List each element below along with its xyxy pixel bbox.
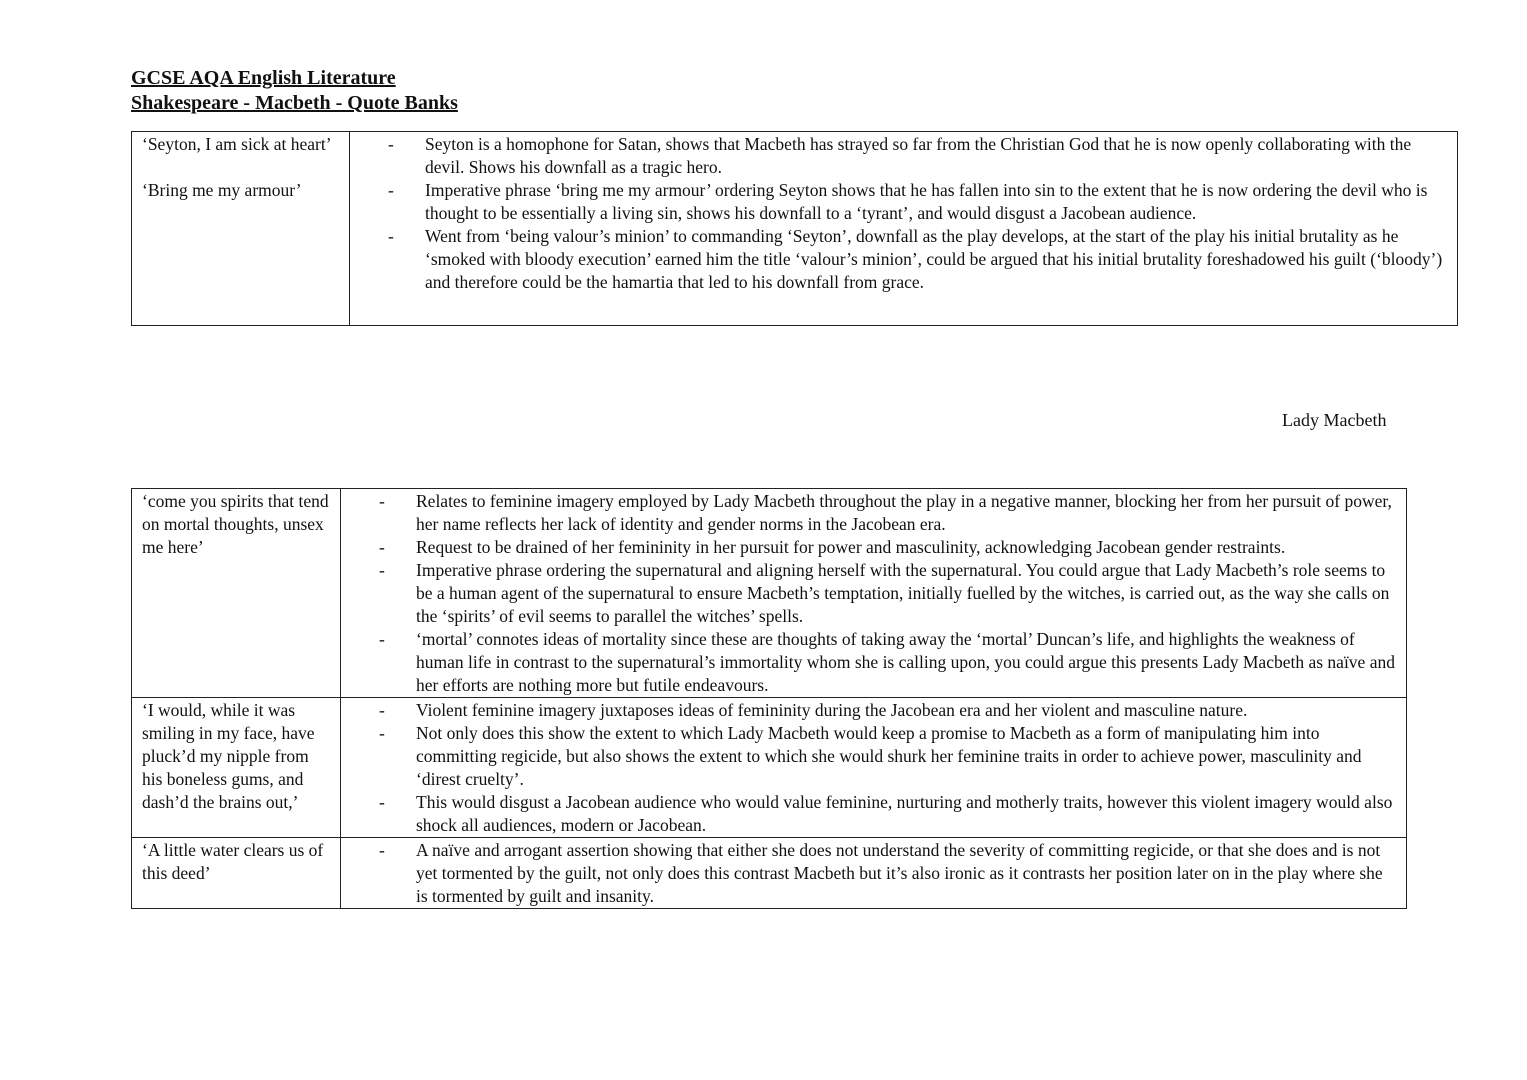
analysis-text: Not only does this show the extent to which Lady Macbeth would keep a promise to Macbeth as a form of manipulating him into committing regicide, but also shows the extent to which she would shurk her feminine traits in order to achieve power, masculinity and ‘direst cruelty’.: [416, 723, 1362, 789]
heading-line-1: GCSE AQA English Literature: [131, 67, 396, 89]
analysis-cell: [341, 489, 1407, 698]
document-heading: [131, 66, 458, 116]
quote-text: ‘A little water clears us of this deed’: [142, 840, 324, 883]
analysis-text: Request to be drained of her femininity in her pursuit for power and masculinity, acknowledging Jacobean gender restraints.: [416, 537, 1286, 557]
analysis-list: [379, 699, 1398, 837]
bullet-dash: -: [388, 180, 394, 200]
bullet-dash: -: [379, 560, 385, 580]
analysis-cell: [350, 132, 1458, 326]
table-row: [132, 698, 1407, 838]
bullet-dash: -: [379, 792, 385, 812]
analysis-text: Imperative phrase ‘bring me my armour’ ordering Seyton shows that he has fallen into sin to the extent that he is now ordering the devil who is thought to be essentially a living sin, shows his downfall to a ‘tyrant’, and would disgust a Jacobean audience.: [425, 180, 1428, 223]
quote-cell: [132, 838, 341, 909]
bullet-dash: -: [379, 723, 385, 743]
analysis-text: Relates to feminine imagery employed by Lady Macbeth throughout the play in a negative manner, blocking her from her pursuit of power, her name reflects her lack of identity and gender norms in the Jacobean era.: [416, 491, 1392, 534]
analysis-text: Violent feminine imagery juxtaposes ideas of femininity during the Jacobean era and her violent and masculine nature.: [416, 700, 1248, 720]
analysis-list: [379, 490, 1398, 697]
analysis-text: Imperative phrase ordering the supernatural and aligning herself with the supernatural. You could argue that Lady Macbeth’s role seems to be a human agent of the supernatural to ensure Macbeth’s temptation, initially fuelled by the witches, is carried out, as the way she calls on the ‘spirits’ of evil seems to parallel the witches’ spells.: [416, 560, 1390, 626]
bullet-dash: -: [388, 226, 394, 246]
analysis-text: Went from ‘being valour’s minion’ to commanding ‘Seyton’, downfall as the play develops, at the start of the play his initial brutality as he ‘smoked with bloody execution’ earned him the title ‘valour’s minion’, could be argued that his initial brutality foreshadowed his guilt (‘bloody’) and therefore could be the hamartia that led to his downfall from grace.: [425, 226, 1443, 292]
section-label-lady-macbeth: Lady Macbeth: [1282, 410, 1387, 430]
bullet-dash: -: [379, 491, 385, 511]
table-row: [132, 132, 1458, 326]
analysis-point: [388, 179, 1449, 225]
table-row: [132, 838, 1407, 909]
analysis-point: [379, 791, 1398, 837]
macbeth-quote-table: [131, 131, 1458, 326]
bullet-dash: -: [379, 629, 385, 649]
analysis-text: This would disgust a Jacobean audience who would value feminine, nurturing and motherly traits, however this violent imagery would also shock all audiences, modern or Jacobean.: [416, 792, 1393, 835]
heading-line-2: Shakespeare - Macbeth - Quote Banks: [131, 92, 458, 114]
analysis-point: [379, 628, 1398, 697]
analysis-point: [388, 133, 1449, 179]
quote-cell: [132, 132, 350, 326]
analysis-text: Seyton is a homophone for Satan, shows that Macbeth has strayed so far from the Christian God that he is now openly collaborating with the devil. Shows his downfall as a tragic hero.: [425, 134, 1412, 177]
analysis-text: ‘mortal’ connotes ideas of mortality since these are thoughts of taking away the ‘mortal’ Duncan’s life, and highlights the weakness of human life in contrast to the supernatural’s immortality whom she is calling upon, you could argue this presents Lady Macbeth as naïve and her efforts are nothing more but futile endeavours.: [416, 629, 1395, 695]
quote-text: ‘come you spirits that tend on mortal thoughts, unsex me here’: [142, 491, 329, 557]
analysis-list: [388, 133, 1449, 294]
analysis-text: A naïve and arrogant assertion showing that either she does not understand the severity of committing regicide, or that she does and is not yet tormented by the guilt, not only does this contrast Macbeth but it’s also ironic as it contrasts her position later on in the play where she is tormented by guilt and insanity.: [416, 840, 1383, 906]
analysis-point: [379, 722, 1398, 791]
analysis-point: [379, 490, 1398, 536]
bullet-dash: -: [379, 840, 385, 860]
bullet-dash: -: [388, 134, 394, 154]
quote-text: ‘I would, while it was smiling in my face, have pluck’d my nipple from his boneless gums, and dash’d the brains out,’: [142, 700, 315, 812]
quote-cell: [132, 489, 341, 698]
analysis-point: [379, 699, 1398, 722]
bullet-dash: -: [379, 700, 385, 720]
table-row: [132, 489, 1407, 698]
quote-text: ‘Seyton, I am sick at heart’: [142, 134, 332, 154]
analysis-point: [379, 839, 1398, 908]
analysis-point: [388, 225, 1449, 294]
quote-cell: [132, 698, 341, 838]
analysis-cell: [341, 698, 1407, 838]
bullet-dash: -: [379, 537, 385, 557]
analysis-point: [379, 536, 1398, 559]
analysis-list: [379, 839, 1398, 908]
analysis-cell: [341, 838, 1407, 909]
lady-macbeth-quote-table: [131, 488, 1407, 909]
quote-text: ‘Bring me my armour’: [142, 180, 302, 200]
analysis-point: [379, 559, 1398, 628]
